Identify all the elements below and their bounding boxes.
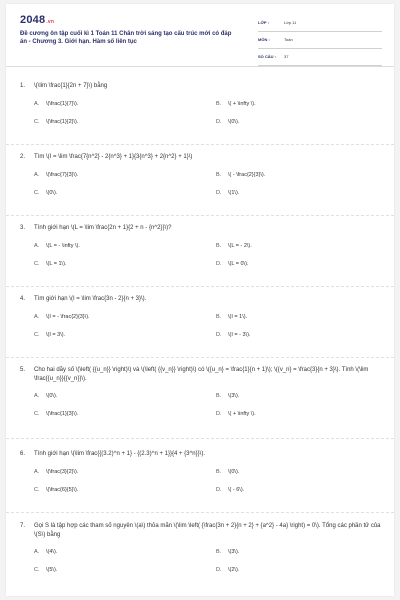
- option-a[interactable]: [34, 171, 78, 179]
- meta-box: [258, 18, 382, 69]
- option-letter: C.: [34, 487, 40, 493]
- option-letter: B.: [216, 314, 222, 320]
- option-letter: A.: [34, 243, 40, 249]
- option-letter: C.: [34, 261, 40, 267]
- option-a[interactable]: [34, 392, 57, 400]
- option-letter: D.: [216, 261, 222, 267]
- question-number: 2.: [20, 154, 26, 160]
- option-b[interactable]: [216, 171, 265, 179]
- option-text: \(I = - \frac{2}{3}\).: [46, 314, 90, 320]
- option-letter: D.: [216, 119, 222, 125]
- option-d[interactable]: [216, 189, 239, 197]
- option-text: \(1\).: [228, 190, 240, 196]
- meta-value-count: 37: [284, 54, 289, 59]
- option-a[interactable]: [34, 100, 78, 108]
- question-divider: [6, 438, 394, 439]
- option-letter: A.: [34, 469, 40, 475]
- question-divider: [6, 215, 394, 216]
- option-b[interactable]: [216, 548, 239, 556]
- option-letter: D.: [216, 487, 222, 493]
- meta-value-subject: Toán: [284, 37, 293, 42]
- option-letter: C.: [34, 190, 40, 196]
- question-divider: [6, 286, 394, 287]
- option-text: \(L = 0\).: [228, 261, 249, 267]
- option-letter: D.: [216, 567, 222, 573]
- question-number: 1.: [20, 83, 26, 89]
- option-letter: D.: [216, 190, 222, 196]
- option-a[interactable]: [34, 313, 90, 321]
- option-text: \(0\).: [46, 190, 58, 196]
- option-text: \(0\).: [228, 119, 240, 125]
- option-a[interactable]: [34, 548, 57, 556]
- option-letter: B.: [216, 549, 222, 555]
- question-7: [20, 522, 384, 588]
- question-4: [20, 295, 384, 351]
- option-letter: D.: [216, 332, 222, 338]
- option-text: \(2\).: [228, 567, 240, 573]
- header-divider: [6, 66, 394, 67]
- question-stem: Cho hai dãy số \(\left( {{u_n}} \right)\) và \(\left( {{v_n}} \right)\) có \({u_n} = \frac{1}{n + 1}\); \({v_n} = \frac{3}{n + 3}\). Tính \(\lim \frac{{u_n}}{{v_n}}\).: [34, 367, 369, 382]
- option-b[interactable]: [216, 392, 239, 400]
- meta-value-class: Lớp 11: [284, 20, 297, 25]
- option-letter: A.: [34, 172, 40, 178]
- question-stem: Tính giới hạn \(\lim \frac{{(3.2)^n + 1} - {(2.3)^n + 1}}{4 + {3^n}}\).: [34, 451, 205, 457]
- option-text: \( - \frac{2}{3}\).: [228, 172, 266, 178]
- question-divider: [6, 512, 394, 513]
- option-letter: D.: [216, 411, 222, 417]
- option-d[interactable]: [216, 566, 239, 574]
- option-c[interactable]: [34, 331, 65, 339]
- question-stem: \(\lim \frac{1}{2n + 7}\) bằng: [34, 83, 108, 89]
- option-letter: B.: [216, 172, 222, 178]
- meta-label-class: LỚP :: [258, 20, 269, 25]
- question-number: 6.: [20, 451, 26, 457]
- option-letter: A.: [34, 101, 40, 107]
- option-text: \(L = - 2\).: [228, 243, 252, 249]
- question-1: [20, 82, 384, 138]
- option-text: \(L = - \infty \).: [46, 243, 80, 249]
- option-text: \(0\).: [46, 393, 58, 399]
- option-c[interactable]: [34, 410, 78, 418]
- option-letter: A.: [34, 393, 40, 399]
- option-c[interactable]: [34, 486, 78, 494]
- question-stem: Gọi S là tập hợp các tham số nguyên \(a\) thỏa mãn \(\lim \left( {\frac{3n + 2}{n + 2} + {a^2} - 4a} \right) = 0\). Tổng các phần tử của \(S\) bằng: [34, 523, 381, 538]
- option-letter: C.: [34, 332, 40, 338]
- option-text: \( + \infty \).: [228, 411, 256, 417]
- option-d[interactable]: [216, 331, 250, 339]
- question-number: 5.: [20, 367, 26, 373]
- document-page: [6, 4, 394, 596]
- option-text: \(\frac{7}{3}\).: [46, 172, 79, 178]
- header: [20, 12, 390, 62]
- question-number: 3.: [20, 225, 26, 231]
- option-c[interactable]: [34, 118, 78, 126]
- option-letter: C.: [34, 567, 40, 573]
- logo-suffix: .vn: [46, 19, 55, 25]
- logo-text: 2048: [20, 14, 46, 26]
- question-stem: Tìm giới hạn \(I = \lim \frac{3n - 2}{n + 3}\).: [34, 296, 147, 302]
- option-b[interactable]: [216, 242, 252, 250]
- option-c[interactable]: [34, 566, 57, 574]
- meta-label-subject: MÔN :: [258, 37, 270, 42]
- question-2: [20, 153, 384, 209]
- site-logo[interactable]: [20, 14, 54, 26]
- meta-row-class: [258, 18, 382, 32]
- option-d[interactable]: [216, 486, 244, 494]
- question-number: 7.: [20, 523, 26, 529]
- option-b[interactable]: [216, 313, 247, 321]
- option-letter: B.: [216, 101, 222, 107]
- option-text: \(\frac{1}{3}\).: [46, 411, 79, 417]
- question-stem: Tìm \(I = \lim \frac{7{n^2} - 2{n^3} + 1}{3{n^3} + 2{n^2} + 1}\): [34, 154, 193, 160]
- meta-row-subject: [258, 35, 382, 49]
- option-text: \(I = 3\).: [46, 332, 66, 338]
- option-text: \(\frac{3}{2}\).: [46, 469, 79, 475]
- question-divider: [6, 357, 394, 358]
- option-text: \(\frac{1}{7}\).: [46, 101, 79, 107]
- option-a[interactable]: [34, 242, 80, 250]
- option-b[interactable]: [216, 100, 256, 108]
- option-d[interactable]: [216, 118, 239, 126]
- option-text: \(I = - 3\).: [228, 332, 251, 338]
- document-title: Đề cương ôn tập cuối kì 1 Toán 11 Chân trời sáng tạo cấu trúc mới có đáp án - Chương 3. Giới hạn. Hàm số liên tục: [20, 31, 232, 45]
- question-6: [20, 450, 384, 506]
- option-letter: C.: [34, 411, 40, 417]
- meta-row-count: [258, 52, 382, 66]
- option-text: \(0\).: [228, 469, 240, 475]
- meta-label-count: SỐ CÂU :: [258, 54, 276, 59]
- option-letter: A.: [34, 549, 40, 555]
- option-letter: C.: [34, 119, 40, 125]
- option-text: \(3\).: [228, 549, 240, 555]
- question-5: [20, 366, 384, 432]
- option-text: \(\frac{1}{2}\).: [46, 119, 79, 125]
- option-text: \(L = 1\).: [46, 261, 67, 267]
- option-text: \( - 6\).: [228, 487, 245, 493]
- option-c[interactable]: [34, 189, 57, 197]
- option-a[interactable]: [34, 468, 78, 476]
- question-stem: Tính giới hạn \(L = \lim \frac{2n + 1}{2 + n - {n^2}}\)?: [34, 225, 172, 231]
- question-divider: [6, 144, 394, 145]
- option-d[interactable]: [216, 260, 248, 268]
- option-letter: B.: [216, 393, 222, 399]
- option-letter: B.: [216, 469, 222, 475]
- option-letter: B.: [216, 243, 222, 249]
- option-letter: A.: [34, 314, 40, 320]
- option-text: \(4\).: [46, 549, 58, 555]
- option-d[interactable]: [216, 410, 256, 418]
- option-text: \(\frac{6}{5}\).: [46, 487, 79, 493]
- option-text: \(3\).: [228, 393, 240, 399]
- option-text: \( + \infty \).: [228, 101, 256, 107]
- option-b[interactable]: [216, 468, 239, 476]
- option-c[interactable]: [34, 260, 66, 268]
- question-number: 4.: [20, 296, 26, 302]
- question-3: [20, 224, 384, 280]
- option-text: \(I = 1\).: [228, 314, 248, 320]
- option-text: \(5\).: [46, 567, 58, 573]
